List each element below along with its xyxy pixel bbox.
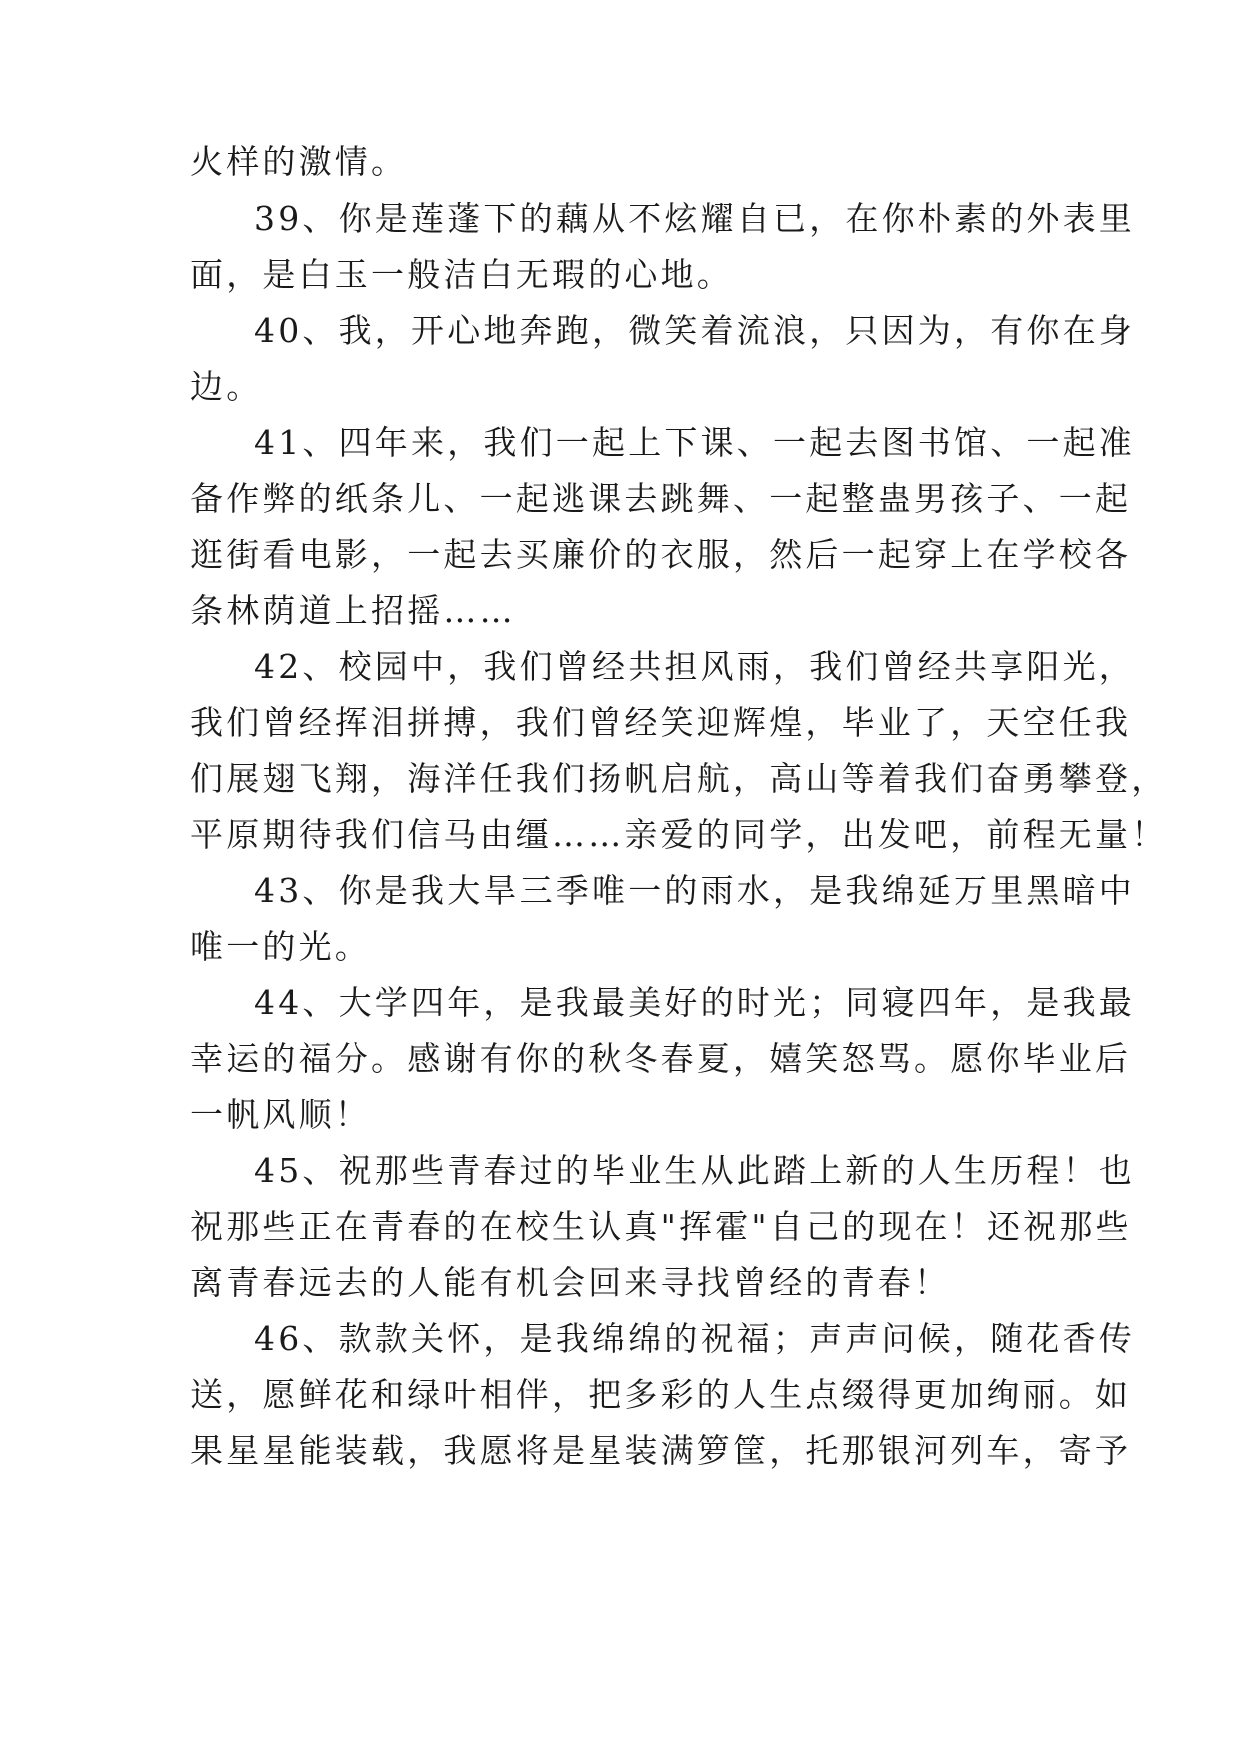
text-line: 祝那些正在青春的在校生认真"挥霍"自己的现在！还祝那些 bbox=[190, 1207, 1132, 1246]
text-line: 45、祝那些青春过的毕业生从此踏上新的人生历程！也 bbox=[254, 1151, 1135, 1190]
text-line: 离青春远去的人能有机会回来寻找曾经的青春！ bbox=[190, 1263, 951, 1302]
text-line: 火样的激情。 bbox=[190, 142, 408, 181]
text-line: 平原期待我们信马由缰……亲爱的同学，出发吧，前程无量！ bbox=[190, 815, 1168, 854]
text-line: 送，愿鲜花和绿叶相伴，把多彩的人生点缀得更加绚丽。如 bbox=[190, 1375, 1132, 1414]
text-line: 们展翅飞翔，海洋任我们扬帆启航，高山等着我们奋勇攀登， bbox=[190, 759, 1168, 798]
text-line: 43、你是我大旱三季唯一的雨水，是我绵延万里黑暗中 bbox=[254, 871, 1135, 910]
text-line: 46、款款关怀，是我绵绵的祝福；声声问候，随花香传 bbox=[254, 1319, 1135, 1358]
text-line: 唯一的光。 bbox=[190, 927, 371, 966]
text-line: 果星星能装载，我愿将是星装满箩筐，托那银河列车，寄予 bbox=[190, 1431, 1132, 1470]
text-line: 我们曾经挥泪拼搏，我们曾经笑迎辉煌，毕业了，天空任我 bbox=[190, 703, 1132, 742]
text-line: 42、校园中，我们曾经共担风雨，我们曾经共享阳光， bbox=[254, 647, 1135, 686]
text-line: 逛街看电影，一起去买廉价的衣服，然后一起穿上在学校各 bbox=[190, 535, 1132, 574]
text-line: 幸运的福分。感谢有你的秋冬春夏，嬉笑怒骂。愿你毕业后 bbox=[190, 1039, 1132, 1078]
text-line: 40、我，开心地奔跑，微笑着流浪，只因为，有你在身 bbox=[254, 311, 1135, 350]
text-line: 39、你是莲蓬下的藕从不炫耀自已，在你朴素的外表里 bbox=[254, 199, 1135, 238]
text-line: 44、大学四年，是我最美好的时光；同寝四年，是我最 bbox=[254, 983, 1135, 1022]
text-line: 一帆风顺！ bbox=[190, 1095, 371, 1134]
text-line: 备作弊的纸条儿、一起逃课去跳舞、一起整蛊男孩子、一起 bbox=[190, 479, 1132, 518]
text-line: 条林荫道上招摇…… bbox=[190, 591, 516, 630]
text-line: 边。 bbox=[190, 367, 263, 406]
text-line: 41、四年来，我们一起上下课、一起去图书馆、一起准 bbox=[254, 423, 1135, 462]
text-line: 面，是白玉一般洁白无瑕的心地。 bbox=[190, 255, 733, 294]
